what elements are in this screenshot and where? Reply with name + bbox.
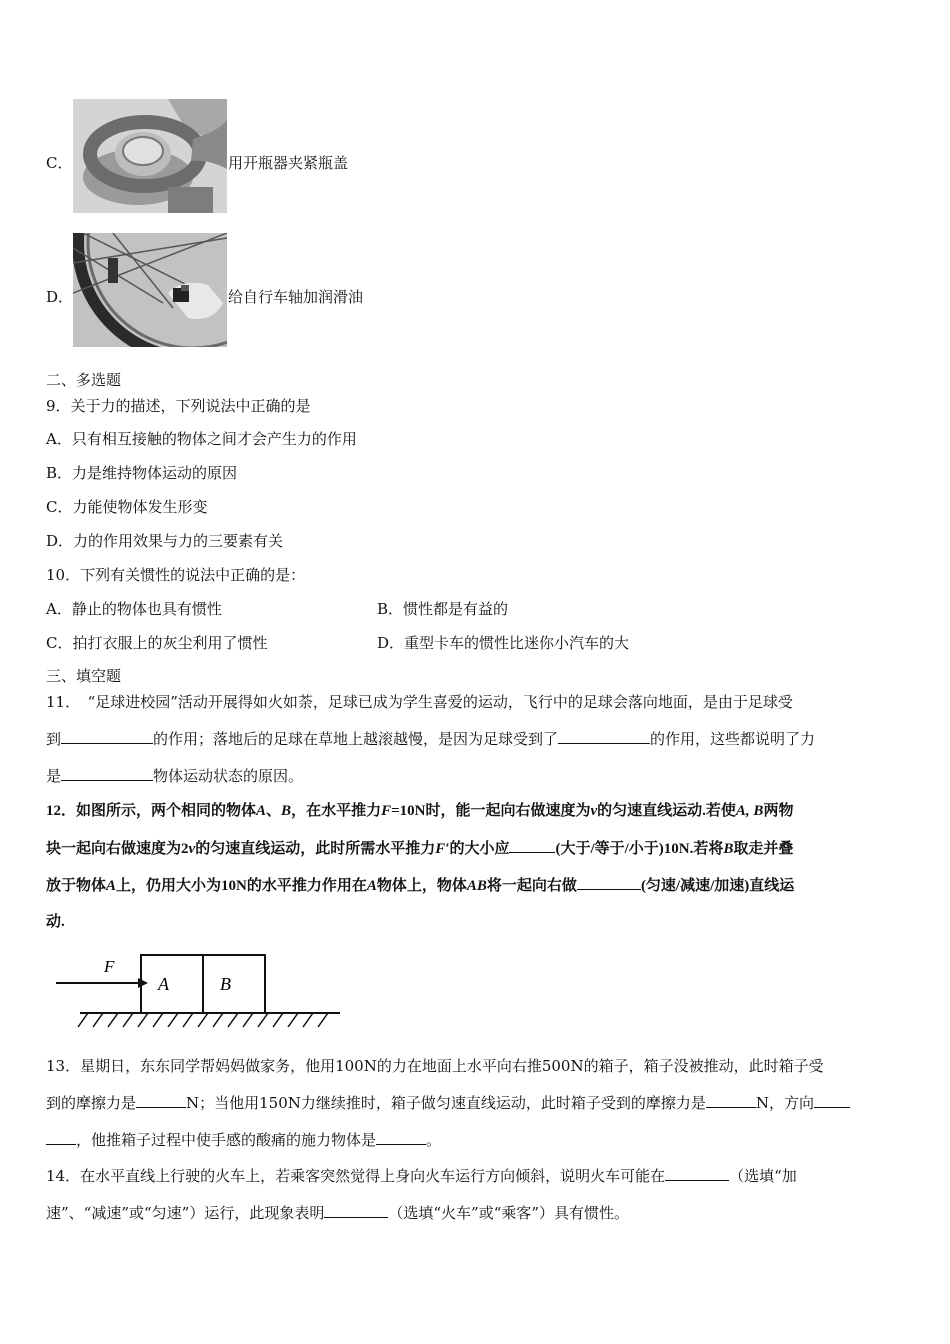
q12-var: A, B — [735, 803, 764, 819]
q12-var: AB — [466, 878, 487, 894]
q12-text: 的匀速直线运动，此时所需水平推力 — [195, 841, 436, 857]
q10-option-a: A．静止的物体也具有惯性 — [46, 600, 222, 618]
q9-option-d: D．力的作用效果与力的三要素有关 — [46, 532, 284, 550]
ground-hatching — [78, 1013, 328, 1027]
q12-text: (大于/等于/小于)10N.若将 — [555, 841, 724, 857]
q12-text: 、 — [266, 803, 282, 819]
q12-var: B — [723, 841, 734, 857]
q13-text: N；当他用150N力继续推时，箱子做匀速直线运动，此时箱子受到的摩擦力是 — [186, 1094, 706, 1112]
q12-var: v — [590, 803, 598, 819]
q12-text: =10N时，能一起向右做速度为 — [391, 803, 591, 819]
option-c-caption: 用开瓶器夹紧瓶盖 — [228, 154, 349, 172]
q12-var: A — [256, 803, 267, 819]
bottle-opener-photo — [73, 99, 227, 213]
option-d-letter: D． — [46, 288, 74, 306]
q11-text: 物体运动状态的原因。 — [153, 767, 304, 785]
bicycle-wheel-icon — [73, 233, 227, 347]
q14-answer-blank-1[interactable] — [665, 1166, 729, 1181]
q11-text: 的作用，这些都说明了力 — [650, 730, 816, 748]
option-c-letter: C． — [46, 154, 73, 172]
q10-option-d: D．重型卡车的惯性比迷你小汽车的大 — [377, 634, 630, 652]
force-arrow-head-icon — [138, 978, 148, 988]
block-a — [141, 955, 203, 1013]
q13-text: 到的摩擦力是 — [46, 1094, 137, 1112]
bicycle-oiling-photo — [73, 233, 227, 347]
q12-var: F′ — [435, 841, 450, 857]
q10-option-c: C．拍打衣服上的灰尘利用了惯性 — [46, 634, 268, 652]
q13-text: 。 — [426, 1131, 442, 1149]
q12-text: 12．如图所示，两个相同的物体 — [46, 803, 257, 819]
q12-text: 将一起向右做 — [486, 878, 577, 894]
q13-text: N，方向 — [755, 1094, 815, 1112]
question-9-stem: 9．关于力的描述，下列说法中正确的是 — [46, 397, 311, 415]
q12-var: F — [381, 803, 392, 819]
section-title-multiple-choice: 二、多选题 — [46, 371, 122, 389]
q13-line-1: 13．星期日，东东同学帮妈妈做家务，他用100N的力在地面上水平向右推500N的箱子，箱子没被推动，此时箱子受 — [46, 1057, 824, 1075]
q14-answer-blank-2[interactable] — [324, 1203, 388, 1218]
block-b-label: B — [220, 974, 231, 994]
q11-text: 到 — [46, 730, 62, 748]
q9-option-a: A．只有相互接触的物体之间才会产生力的作用 — [46, 430, 357, 448]
q12-text: (匀速/减速/加速)直线运 — [640, 878, 795, 894]
q12-line-4: 动. — [46, 914, 65, 930]
q12-force-diagram — [52, 950, 344, 1032]
q14-text: 14．在水平直线上行驶的火车上，若乘客突然觉得上身向火车运行方向倾斜，说明火车可能在 — [46, 1167, 666, 1185]
bottle-opener-icon — [73, 99, 227, 213]
q11-text: 是 — [46, 767, 62, 785]
q12-var: B — [281, 803, 292, 819]
q13-line-3 — [46, 1130, 441, 1150]
q12-text: 放于物体 — [46, 878, 107, 894]
q12-text: 取走并叠 — [733, 841, 794, 857]
option-d-caption: 给自行车轴加润滑油 — [228, 288, 364, 306]
section-title-fill-in: 三、填空题 — [46, 667, 122, 685]
q12-var: A — [106, 878, 117, 894]
q14-line-1 — [46, 1166, 797, 1186]
q11-answer-blank-1[interactable] — [61, 729, 153, 744]
q12-text: 物体上，物体 — [376, 878, 467, 894]
q12-line-2 — [46, 838, 793, 859]
q12-var: v — [188, 841, 196, 857]
q9-option-c: C．力能使物体发生形变 — [46, 498, 208, 516]
q12-text: 两物 — [763, 803, 794, 819]
q9-option-b: B．力是维持物体运动的原因 — [46, 464, 238, 482]
q13-text: ，他推箱子过程中使手感的酸痛的施力物体是 — [76, 1131, 377, 1149]
q13-answer-blank-3a[interactable] — [814, 1093, 850, 1108]
block-b — [203, 955, 265, 1013]
block-a-label: A — [158, 974, 169, 994]
q11-line-2 — [46, 729, 815, 749]
q14-text: （选填“火车”或“乘客”）具有惯性。 — [388, 1204, 630, 1222]
q11-line-3 — [46, 766, 303, 786]
q11-line-1: 11． “足球进校园”活动开展得如火如荼，足球已成为学生喜爱的运动，飞行中的足球会落向地面，是由于足球受 — [46, 693, 793, 711]
q11-text: 的作用；落地后的足球在草地上越滚越慢，是因为足球受到了 — [153, 730, 559, 748]
q12-answer-blank-1[interactable] — [509, 838, 555, 853]
q13-line-2 — [46, 1093, 850, 1113]
q12-text: 的匀速直线运动.若使 — [597, 803, 736, 819]
question-10-stem: 10．下列有关惯性的说法中正确的是： — [46, 566, 306, 584]
q14-text: （选填“加 — [729, 1167, 797, 1185]
q12-text: ，在水平推力 — [291, 803, 382, 819]
q12-text: 上，仍用大小为10N的水平推力作用在 — [116, 878, 367, 894]
q11-answer-blank-3[interactable] — [61, 766, 153, 781]
q14-text: 速”、“减速”或“匀速”）运行，此现象表明 — [46, 1204, 325, 1222]
q11-answer-blank-2[interactable] — [558, 729, 650, 744]
q12-var: A — [366, 878, 377, 894]
q12-answer-blank-2[interactable] — [577, 875, 641, 890]
q12-line-3 — [46, 875, 794, 896]
q14-line-2 — [46, 1203, 629, 1223]
force-label: F — [104, 957, 115, 976]
q12-text: 的大小应 — [449, 841, 510, 857]
q12-line-1 — [46, 801, 793, 821]
q12-text: 块一起向右做速度为2 — [46, 841, 189, 857]
q10-option-b: B．惯性都是有益的 — [377, 600, 509, 618]
q13-answer-blank-1[interactable] — [136, 1093, 186, 1108]
q13-answer-blank-3b[interactable] — [46, 1130, 76, 1145]
q13-answer-blank-2[interactable] — [706, 1093, 756, 1108]
q13-answer-blank-4[interactable] — [376, 1130, 426, 1145]
